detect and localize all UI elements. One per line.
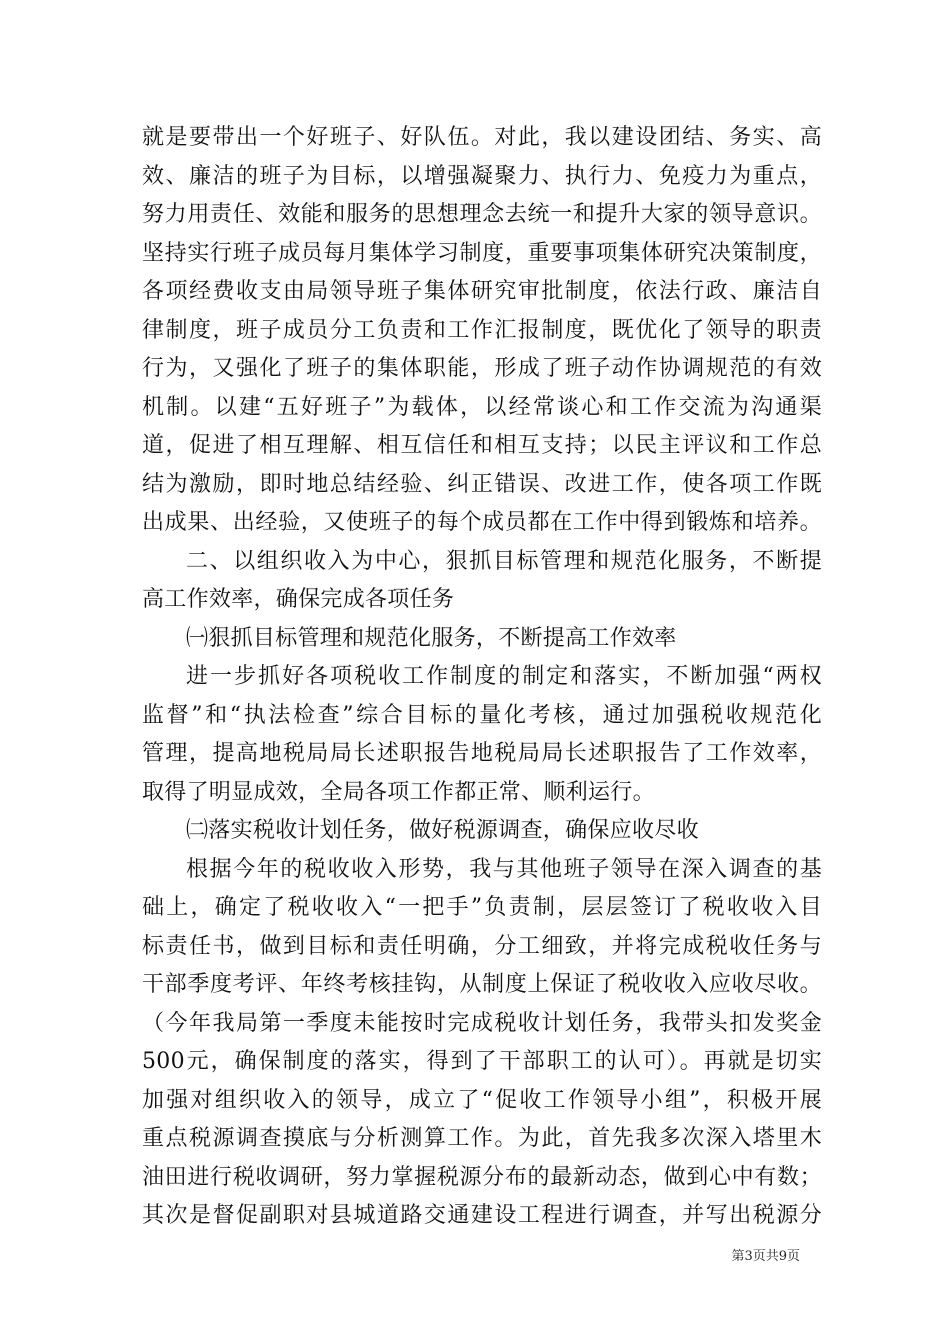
text-line: 取得了明显成效，全局各项工作都正常、顺利运行。 xyxy=(142,779,655,805)
text-line: 加强对组织收入的领导，成立了“促收工作领导小组”，积极开展 xyxy=(142,1087,822,1113)
text-line: 行为，又强化了班子的集体职能，形成了班子动作协调规范的有效 xyxy=(142,356,822,381)
text-line: 努力用责任、效能和服务的思想理念去统一和提升大家的领导意识。 xyxy=(142,202,822,227)
text-line: 高工作效率，确保完成各项任务 xyxy=(142,587,455,612)
page-number: 第3页共9页 xyxy=(731,1249,800,1264)
text-line: 道，促进了相互理解、相互信任和相互支持；以民主评议和工作总 xyxy=(142,433,822,458)
text-line: 二、以组织收入为中心，狠抓目标管理和规范化服务，不断提 xyxy=(186,548,822,574)
text-line: 重点税源调查摸底与分析测算工作。为此，首先我多次深入塔里木 xyxy=(142,1126,822,1151)
text-line: ㈡落实税收计划任务，做好税源调查，确保应收尽收 xyxy=(186,818,699,843)
text-line: 标责任书，做到目标和责任明确，分工细致，并将完成税收任务与 xyxy=(142,933,822,959)
text-line: 础上，确定了税收收入“一把手”负责制，层层签订了税收收入目 xyxy=(142,895,822,920)
text-line: 油田进行税收调研，努力掌握税源分布的最新动态，做到心中有数； xyxy=(142,1164,822,1190)
text-line: 其次是督促副职对县城道路交通建设工程进行调查，并写出税源分 xyxy=(142,1203,822,1228)
text-line: 效、廉洁的班子为目标，以增强凝聚力、执行力、免疫力为重点， xyxy=(142,163,822,189)
body-text xyxy=(142,119,822,1236)
text-line: 出成果、出经验，又使班子的每个成员都在工作中得到锻炼和培养。 xyxy=(142,510,822,535)
text-line: 机制。以建“五好班子”为载体，以经常谈心和工作交流为沟通渠 xyxy=(142,394,822,420)
text-line: 就是要带出一个好班子、好队伍。对此，我以建设团结、务实、高 xyxy=(142,125,822,150)
text-line: 监督”和“执法检查”综合目标的量化考核，通过加强税收规范化 xyxy=(142,702,822,728)
text-line: 各项经费收支由局领导班子集体研究审批制度，依法行政、廉洁自 xyxy=(142,279,822,304)
text-line: （今年我局第一季度未能按时完成税收计划任务，我带头扣发奖金 xyxy=(142,1010,822,1036)
text-line: 律制度，班子成员分工负责和工作汇报制度，既优化了领导的职责 xyxy=(142,317,822,343)
text-line: 进一步抓好各项税收工作制度的制定和落实，不断加强“两权 xyxy=(186,664,822,689)
text-line: 结为激励，即时地总结经验、纠正错误、改进工作，使各项工作既 xyxy=(142,471,822,497)
text-line: 干部季度考评、年终考核挂钩，从制度上保证了税收收入应收尽收。 xyxy=(142,972,822,997)
text-line: ㈠狠抓目标管理和规范化服务，不断提高工作效率 xyxy=(186,625,677,651)
text-line: 管理，提高地税局局长述职报告地税局局长述职报告了工作效率， xyxy=(142,741,822,766)
text-line: 根据今年的税收收入形势，我与其他班子领导在深入调查的基 xyxy=(186,856,822,882)
text-line: 坚持实行班子成员每月集体学习制度，重要事项集体研究决策制度， xyxy=(142,240,822,266)
text-line: 500元，确保制度的落实，得到了干部职工的认可）。再就是切实 xyxy=(142,1049,822,1074)
